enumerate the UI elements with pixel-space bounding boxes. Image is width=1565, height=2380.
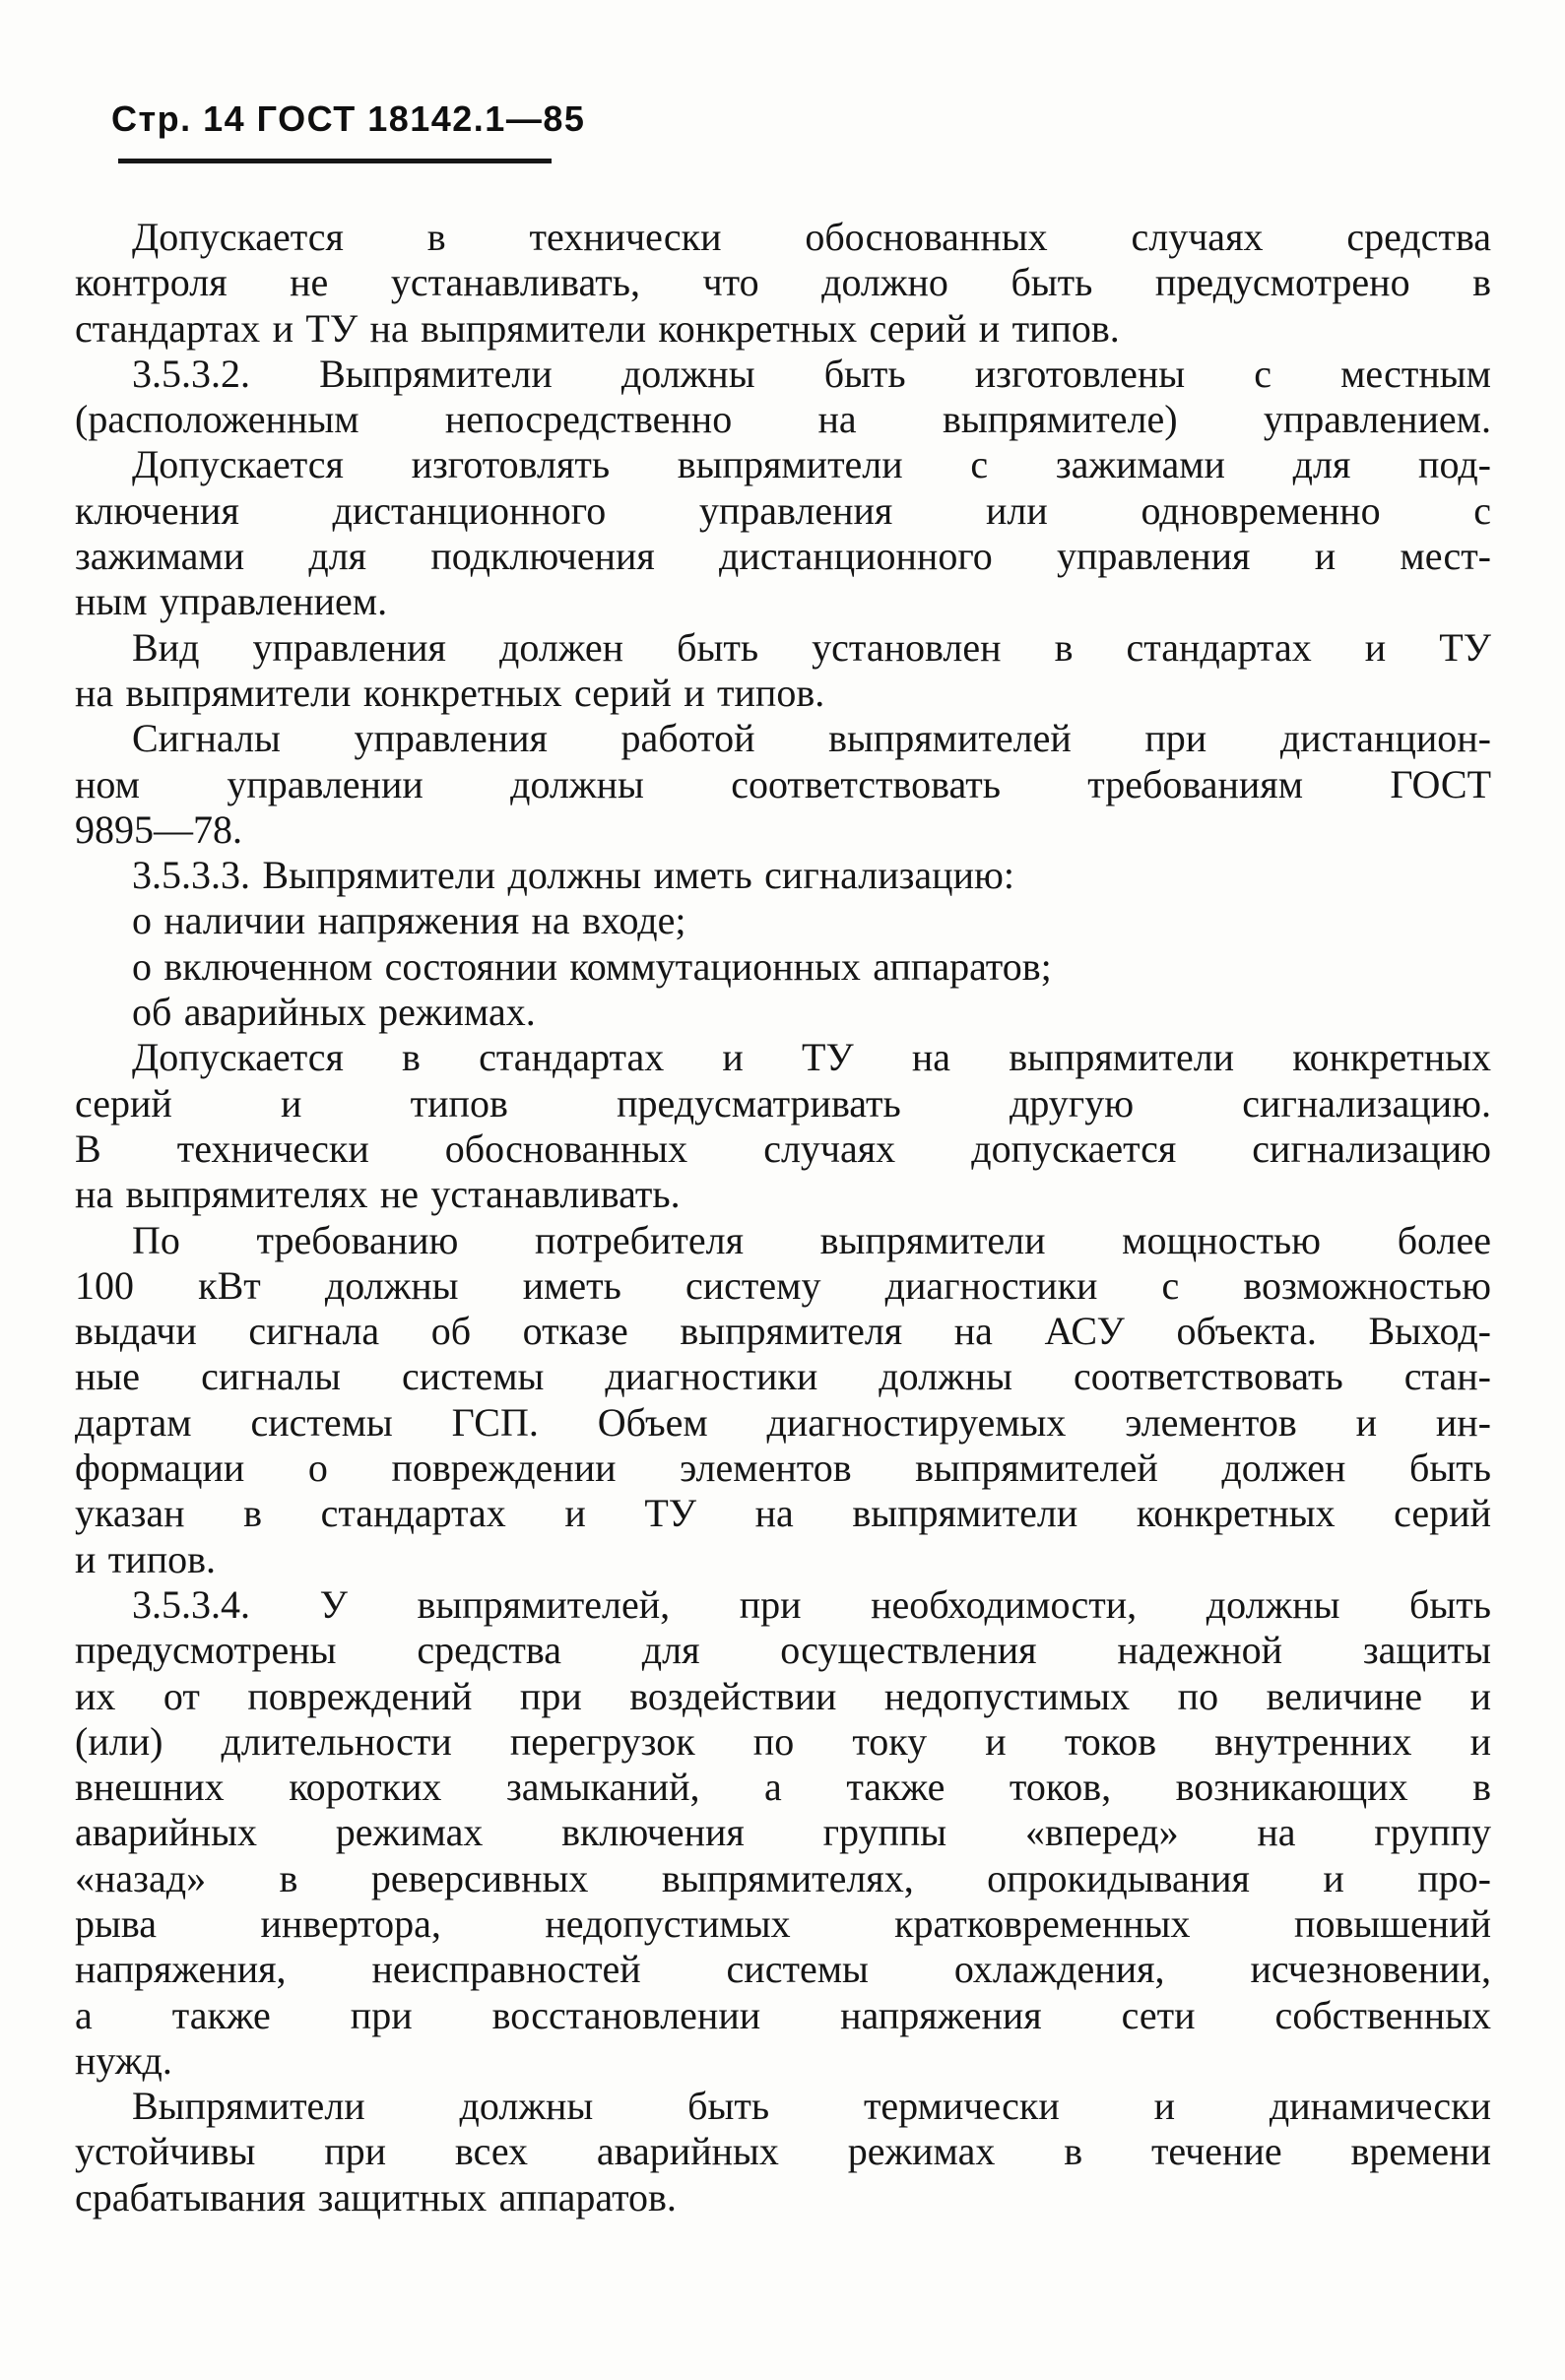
text-line: По требованию потребителя выпрямители мощностью более [132,1217,1491,1262]
paragraph [75,1035,1491,1217]
text-line: 9895—78. [75,806,242,852]
text-line: 100 кВт должны иметь систему диагностики с возможностью [75,1262,1491,1308]
text-line: дартам системы ГСП. Объем диагностируемых элементов и ин- [75,1399,1491,1445]
text-line: (или) длительности перегрузок по току и токов внутренних и [75,1718,1491,1764]
text-line: серий и типов предусматривать другую сигнализацию. [75,1080,1491,1126]
paragraph [75,1218,1491,1582]
text-line: Допускается в стандартах и ТУ на выпрямители конкретных [132,1035,1491,1080]
text-line: выдачи сигнала об отказе выпрямителя на АСУ объекта. Выход- [75,1309,1491,1354]
text-line: срабатывания защитных аппаратов. [75,2174,677,2219]
text-line: Допускается изготовлять выпрямители с зажимами для под- [132,442,1491,487]
text-line: а также при восстановлении напряжения сети собственных [75,1992,1491,2037]
text-line: 3.5.3.4. У выпрямителей, при необходимости, должны быть [132,1581,1491,1627]
document-body [75,215,1491,2220]
text-line: В технически обоснованных случаях допускается сигнализацию [75,1126,1491,1171]
text-line: указан в стандартах и ТУ на выпрямители конкретных серий [75,1491,1491,1536]
text-line: зажимами для подключения дистанционного управления и мест- [75,534,1491,579]
paragraph [75,215,1491,352]
text-line: «назад» в реверсивных выпрямителях, опрокидывания и про- [75,1855,1491,1900]
text-line: и типов. [75,1536,216,1581]
text-line: ном управлении должны соответствовать требованиям ГОСТ [75,761,1491,806]
text-line: на выпрямители конкретных серий и типов. [75,670,825,715]
paragraph [75,625,1491,717]
text-line: на выпрямителях не устанавливать. [75,1172,681,1217]
text-line: Вид управления должен быть установлен в стандартах и ТУ [132,624,1491,670]
text-line: стандартах и ТУ на выпрямители конкретных серий и типов. [75,305,1120,351]
text-line: предусмотрены средства для осуществления надежной защиты [75,1628,1491,1673]
paragraph [75,2084,1491,2220]
text-line: их от повреждений при воздействии недопустимых по величине и [75,1673,1491,1718]
text-line: нужд. [75,2037,172,2083]
paragraph [75,1582,1491,2084]
paragraph [75,442,1491,624]
text-line: аварийных режимах включения группы «вперед» на группу [75,1810,1491,1855]
header-rule [118,159,552,163]
text-line: об аварийных режимах. [132,990,536,1035]
paragraph [75,944,1491,990]
text-line: 3.5.3.2. Выпрямители должны быть изготовлены с местным [132,351,1491,396]
text-line: Сигналы управления работой выпрямителей при дистанцион- [132,716,1491,761]
text-line: контроля не устанавливать, что должно быть предусмотрено в [75,260,1491,305]
text-line: устойчивы при всех аварийных режимах в течение времени [75,2129,1491,2174]
text-line: Допускается в технически обоснованных случаях средства [132,215,1491,259]
text-line: о наличии напряжения на входе; [132,898,686,943]
text-line: (расположенным непосредственно на выпрямителе) управлением. [75,397,1491,442]
text-line: о включенном состоянии коммутационных аппаратов; [132,943,1052,989]
text-line: ключения дистанционного управления или одновременно с [75,487,1491,533]
text-line: напряжения, неисправностей системы охлаждения, исчезновении, [75,1947,1491,1992]
paragraph [75,853,1491,898]
paragraph [75,990,1491,1035]
text-line: Выпрямители должны быть термически и динамически [132,2084,1491,2129]
paragraph [75,716,1491,853]
page-header-text: Стр. 14 ГОСТ 18142.1—85 [111,98,586,139]
text-line: внешних коротких замыканий, а также токов, возникающих в [75,1765,1491,1810]
text-line: ные сигналы системы диагностики должны соответствовать стан- [75,1354,1491,1399]
page-header [111,98,585,140]
text-line: формации о повреждении элементов выпрямителей должен быть [75,1446,1491,1491]
paragraph [75,898,1491,943]
text-line: 3.5.3.3. Выпрямители должны иметь сигнализацию: [132,853,1014,898]
text-line: рыва инвертора, недопустимых кратковременных повышений [75,1900,1491,1946]
text-line: ным управлением. [75,579,388,624]
paragraph [75,352,1491,443]
